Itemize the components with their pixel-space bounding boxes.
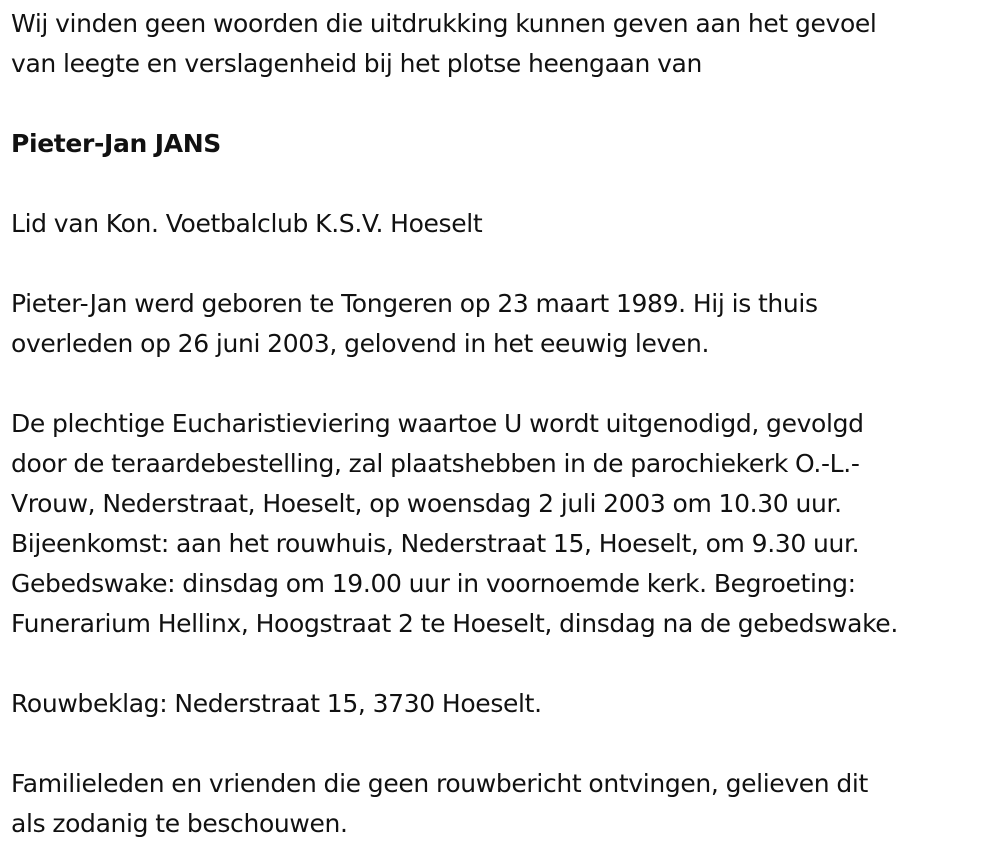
intro-line: van leegte en verslagenheid bij het plotse heengaan van: [11, 49, 703, 78]
condolences-line: Rouwbeklag: Nederstraat 15, 3730 Hoeselt.: [11, 689, 542, 718]
ceremony-line: De plechtige Eucharistieviering waartoe U wordt uitgenodigd, gevolgd: [11, 409, 864, 438]
closing-paragraph: [11, 764, 990, 844]
ceremony-line: Funerarium Hellinx, Hoogstraat 2 te Hoeselt, dinsdag na de gebedswake.: [11, 609, 898, 638]
deceased-name: Pieter-Jan JANS: [11, 129, 221, 158]
closing-line: als zodanig te beschouwen.: [11, 809, 348, 838]
ceremony-line: Vrouw, Nederstraat, Hoeselt, op woensdag 2 juli 2003 om 10.30 uur.: [11, 489, 842, 518]
closing-line: Familieleden en vrienden die geen rouwbericht ontvingen, gelieven dit: [11, 769, 868, 798]
membership-line: Lid van Kon. Voetbalclub K.S.V. Hoeselt: [11, 209, 483, 238]
biography-line: overleden op 26 juni 2003, gelovend in het eeuwig leven.: [11, 329, 710, 358]
biography-line: Pieter-Jan werd geboren te Tongeren op 23 maart 1989. Hij is thuis: [11, 289, 818, 318]
ceremony-line: door de teraardebestelling, zal plaatshebben in de parochiekerk O.-L.-: [11, 449, 860, 478]
ceremony-line: Bijeenkomst: aan het rouwhuis, Nederstraat 15, Hoeselt, om 9.30 uur.: [11, 529, 860, 558]
ceremony-paragraph: [11, 404, 990, 644]
intro-paragraph: [11, 4, 990, 84]
biography-paragraph: [11, 284, 990, 364]
ceremony-line: Gebedswake: dinsdag om 19.00 uur in voornoemde kerk. Begroeting:: [11, 569, 856, 598]
intro-line: Wij vinden geen woorden die uitdrukking kunnen geven aan het gevoel: [11, 9, 877, 38]
